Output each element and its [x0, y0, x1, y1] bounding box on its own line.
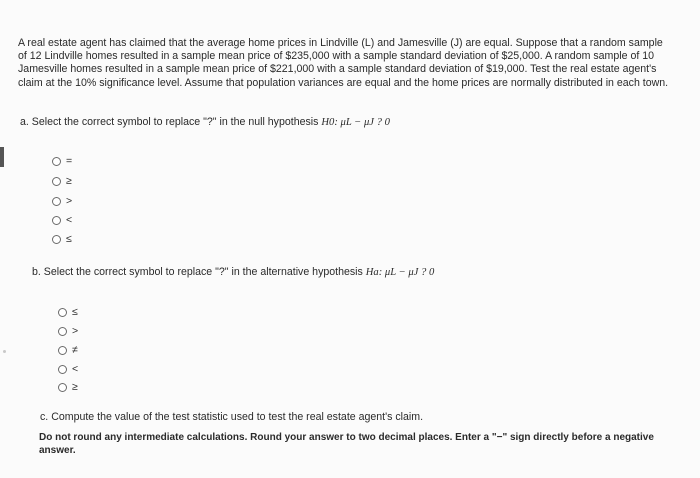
part-b-option-1[interactable] [58, 306, 78, 318]
radio-button[interactable] [58, 383, 67, 392]
problem-statement: A real estate agent has claimed that the average home prices in Lindville (L) and Jamesville (J) are equal. Suppose that a random sample of 12 Lindville homes resulted in a sample mean price of $235,000 with a sample standard deviation of $25,000. A random sample of 10 Jamesville homes resulted in a sample mean price of $221,000 with a sample standard deviation of $19,000. Test the real estate agent's claim at the 10% significance level. Assume that population variances are equal and the home prices are normally distributed in each town. [18, 37, 669, 89]
radio-button[interactable] [52, 177, 61, 186]
option-symbol: > [66, 195, 73, 207]
part-b-prompt: Select the correct symbol to replace "?" in the alternative hypothesis [43, 266, 363, 278]
part-a-option-1[interactable] [52, 155, 72, 167]
part-a-question [20, 116, 390, 128]
radio-button[interactable] [52, 216, 61, 225]
part-c-question [40, 411, 423, 423]
part-b-option-2[interactable] [58, 325, 78, 337]
radio-button[interactable] [52, 197, 61, 206]
left-edge-marker [0, 147, 4, 167]
part-c-instruction: Do not round any intermediate calculations. Round your answer to two decimal places. Enter a "−" sign directly before a negative answer. [39, 432, 654, 456]
option-symbol: ≤ [72, 306, 78, 318]
part-c-prefix: c. [40, 411, 49, 423]
radio-button[interactable] [58, 346, 67, 355]
radio-button[interactable] [58, 308, 67, 317]
radio-button[interactable] [52, 235, 61, 244]
option-symbol: < [72, 363, 79, 375]
part-a-prompt: Select the correct symbol to replace "?" in the null hypothesis [31, 116, 319, 128]
option-symbol: ≥ [72, 381, 78, 393]
radio-button[interactable] [52, 157, 61, 166]
scroll-dot [3, 350, 6, 353]
radio-button[interactable] [58, 327, 67, 336]
part-b-option-5[interactable] [58, 381, 78, 393]
part-b-question [32, 266, 434, 278]
part-c-prompt: Compute the value of the test statistic used to test the real estate agent's claim. [51, 411, 424, 423]
option-symbol: > [72, 325, 79, 337]
option-symbol: ≤ [66, 233, 72, 245]
part-a-hypothesis: H0: μL − μJ ? 0 [321, 117, 390, 128]
part-b-option-4[interactable] [58, 363, 78, 375]
part-b-hypothesis: Ha: μL − μJ ? 0 [365, 267, 435, 278]
part-b-option-3[interactable] [58, 344, 78, 356]
option-symbol: < [66, 214, 73, 226]
part-a-option-4[interactable] [52, 214, 72, 226]
part-a-prefix: a. [20, 116, 29, 128]
option-symbol: ≠ [72, 344, 78, 356]
part-b-prefix: b. [32, 266, 41, 278]
part-a-option-3[interactable] [52, 195, 72, 207]
radio-button[interactable] [58, 365, 67, 374]
part-a-option-2[interactable] [52, 175, 72, 187]
option-symbol: ≥ [66, 175, 72, 187]
option-symbol: = [66, 155, 73, 167]
part-a-option-5[interactable] [52, 233, 72, 245]
